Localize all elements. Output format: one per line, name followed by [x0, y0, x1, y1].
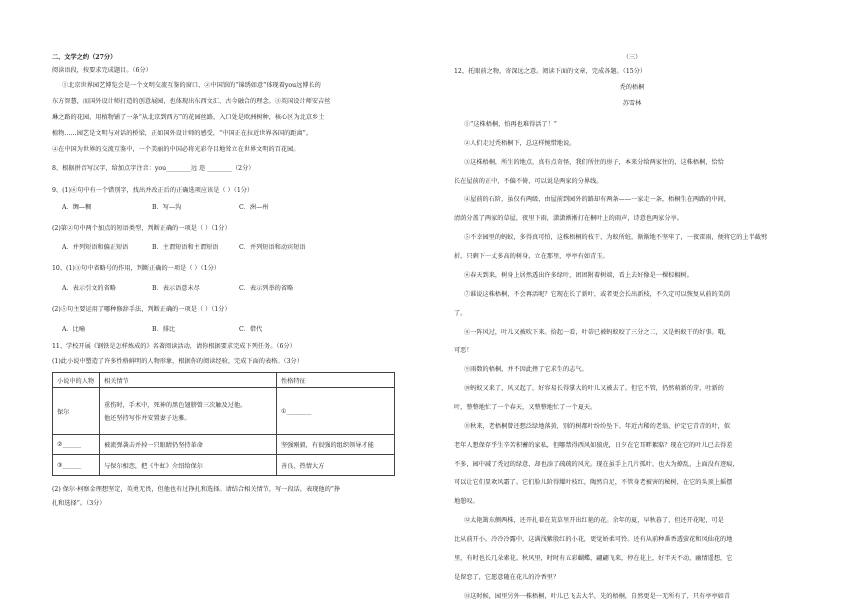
table-cell: 善良、热情大方 [277, 455, 395, 476]
article-title: 秃的梧桐 [619, 84, 645, 91]
passage-line: 东方智慧，而国外设计师打造的创意展园，也体现出东西文汇、古今融合的理念。③英国设计师安吉丝 [52, 98, 331, 105]
article-line: 折，只剩下一丈多高的树身，立在那里，亭亭有如青玉。 [454, 253, 609, 260]
q10-option-b: B．表示语意未尽 [152, 285, 200, 292]
passage-line: 琳之路的花园，用植物铺了一条“从北京到西方”的花园丝路，入口处是欧洲树种，核心区为北京乡土 [52, 114, 325, 121]
q10b-option-c: C．借代 [239, 326, 263, 333]
table-header: 小说中的人物 [53, 373, 100, 388]
passage-line: ④在中国为世界的交流互鉴中，一个美丽的中国必将光彩夺目地耸立在世界文明的百花园。 [52, 146, 300, 153]
article-line: ②人们走过秃梧桐下，总这样惋惜地说。 [464, 139, 576, 147]
article-line: ①“这株梧桐，怕再也难得活了！” [464, 121, 557, 128]
reading-intro: 阅读语段，按要求完成题目。（6分） [52, 67, 152, 74]
table-header: 相关情节 [100, 373, 277, 388]
question-11-1: (1)此小说中塑造了许多性格鲜明的人物形象，根据你的阅读经验，完成下面的表格。（3分） [52, 358, 303, 365]
article-line: ⑫太艳篱东侧两株，还开扎着在荒草里开出红艳的花。余年的夏，早秋暮了，但还开花呢，可是 [464, 517, 724, 525]
q10b-option-a: A．比喻 [62, 326, 86, 333]
q10-option-c: C．表示列举的省略 [239, 285, 294, 292]
passage-line: ①北京世界园艺博览会是一个文明交流互鉴的窗口，②中国馆的“锦绣如意”体现着you远博长的 [62, 82, 321, 89]
answer-blank[interactable]: ①________ [277, 388, 395, 435]
question-10-2: (2)⑤句主要运用了哪种修辞手法，判断正确的一项是（ ）（1分） [52, 306, 231, 313]
table-cell: 保尔 [53, 388, 100, 435]
table-row [53, 435, 395, 455]
q9b-option-b: B．主谓短语和主谓短语 [152, 244, 219, 251]
article-line: ⑩蚂蚁又来了，风又起了，好容易长得掌大的叶儿又被去了。但它不管，仍然萌新的芽，吐新的 [464, 385, 724, 392]
q9-option-a: A．绸—稠 [62, 204, 92, 211]
table-header: 性格特征 [277, 373, 395, 388]
answer-blank[interactable]: ③______ [53, 455, 100, 476]
article-author: 苏雪林 [622, 100, 642, 107]
passage-line: 植物……园艺是文明与对话的桥梁，正如国外设计师的感受，“中国正在拉近世界各国的距离”。 [52, 130, 313, 137]
article-line: 可以让它们显欢风霜了。它们脸儿阶得耀叶枝红，陶然自足，不管身老被害的秘树，在它的头顶上摇摆 [454, 479, 733, 487]
article-line: ⑧一阵风过，叶儿又被吹下来。拾起一看，叶蒂已被蚂蚁咬了三分之二，又是蚂蚁干的好事。哦， [464, 328, 731, 336]
article-line: ③这株梧桐，所生的地点，真有点奇怪，我们所住的房子，本来分给两家住的，这株梧桐，恰恰 [464, 158, 724, 166]
article-line: 地憩叹。 [454, 498, 479, 506]
question-9-1: 9、(1)⑥句中有一个错别字，找出并改正后的正确选项应该是（ ）（1分） [52, 187, 254, 194]
article-line: 是留恋了，它愿意随在花儿的冷香里？ [454, 573, 560, 581]
article-line: 长在屋前的正中，不偏不倚，可以说是两家的分界线。 [454, 177, 603, 185]
article-line: ⑥春天到来，树身上居然透出许多绿叶，团团附着树端，看上去好像是一棵棕榈树。 [464, 271, 693, 279]
article-line: ⑬这时候，园里另外一株梧桐，叶儿已飞去大半，先的梧桐，自然更是一无所有了，只有亭亭如青 [464, 592, 731, 600]
q9b-option-c: C．并列短语和动宾短语 [239, 244, 306, 251]
article-line: 比从前开小。冷冷冷露中，这满浅紫殷红的小花，更觉娇柔可怜。还有从前种番香透萤花和凤仙花的地 [454, 535, 733, 543]
article-line: ⑦谁说这株梧桐，不会再活呢？它现在长了新叶，或者更会长出新枝，不久定可以恢复从前的美荫 [464, 290, 731, 298]
q9b-option-a: A．并列短语和偏正短语 [62, 244, 129, 251]
article-line: 里，有时也长几朵素花。秋风里，时时有五彩蝴蝶，翩翩飞来，停在花上，好半天不动，幽情遥想，它 [454, 554, 733, 562]
q10b-option-b: B．排比 [152, 326, 176, 333]
article-line: 清荫分盖了两家的草屋，夜里下雨，潇潇淅淅打在桐叶上的雨声，诗意也两家分享。 [454, 215, 683, 223]
question-11-2-cont: 扎和选择”。（3分） [52, 500, 106, 507]
q9-option-c: C．洲—州 [239, 204, 269, 211]
table-cell: 被流弹袭击并掉一只眼睛仍坚持革命 [100, 435, 277, 455]
question-11-2: (2) 保尔·柯察金理想坚定，英勇无畏，但他也有过挣扎和选择。请结合相关情节，写一段话，表现他的“挣 [52, 486, 341, 493]
question-12: 12、托眼前之物，寄深远之意。阅读下面的文章，完成各题。（15分） [454, 68, 647, 75]
plot-line: 他还坚持写作并安置妻子达雅。 [104, 415, 191, 422]
article-line: 不多，园中减了秃冠的绿意，却也添了疏疏的风光。现在虽手上几片孤叶，也大为撩乱，上面没有迹痕， [454, 460, 739, 468]
article-line: 叶，整整地忙了一个春天，又整整地忙了一个夏天。 [454, 403, 597, 411]
article-line: ⑤不幸园里的蚂蚁，多得真可怕，这株梧桐的枝干，为蚁所蛀，渐渐地不坚牢了，一夜雷雨，便将它的上半截劈 [464, 234, 768, 242]
table-row [53, 455, 395, 476]
question-9-2: (2)第②句中两个加点的短语类型，判断正确的一项是（ ）（1分） [52, 225, 231, 232]
article-line: 老年人想保存乎生辛苦积蓄的家私，但哪禁得西风如狼虎，日夕在它耳畔絮聒？现在它的叶儿已去得差 [454, 441, 733, 449]
table-row [53, 388, 395, 435]
article-line: 可恶！ [454, 347, 473, 355]
q9-option-b: B．写—沟 [152, 204, 182, 211]
plot-line: 重伤时，手术中，死神的黑色翅膀曾三次触及过他。 [104, 402, 247, 409]
section-title: 二、文学之约（27分） [52, 54, 117, 61]
q10-option-a: A．表示引文的省略 [62, 285, 116, 292]
article-line: ⑨雨数的梧桐，并不因此挫了它求生的志气。 [464, 366, 588, 374]
character-table [52, 372, 395, 476]
table-cell: 与保尔相恋，把《牛虻》介绍给保尔 [100, 455, 277, 476]
article-line: ⑪秋来，老梧桐曾还想泛绿地落黄，别的树都叶纷纷坠下。年近古稀的老翁，护定它青青的叶，似 [464, 422, 731, 430]
section-number: （三） [622, 54, 642, 61]
question-11: 11、学校开展《钢铁是怎样炼成的》名著阅读活动，请你根据要求完成下列任务。（6分） [52, 343, 296, 350]
article-line: 了。 [454, 309, 467, 317]
table-header-row [53, 373, 395, 388]
question-10-1: 10、(1)③句中省略号的作用，判断正确的一项是（ ）（1分） [52, 265, 220, 272]
table-cell: 坚强刚毅，有很强的组织领导才能 [277, 435, 395, 455]
table-cell [100, 388, 277, 435]
article-line: ④屋前的石阶，虽仅有两级，由屋前到园外的路却有两条——一家走一条，梧桐生在两路的中间， [464, 196, 731, 204]
question-8: 8、根据拼音写汉字，给加点字注音：you________远 迩 ________（2分） [52, 165, 255, 172]
answer-blank[interactable]: ②______ [53, 435, 100, 455]
